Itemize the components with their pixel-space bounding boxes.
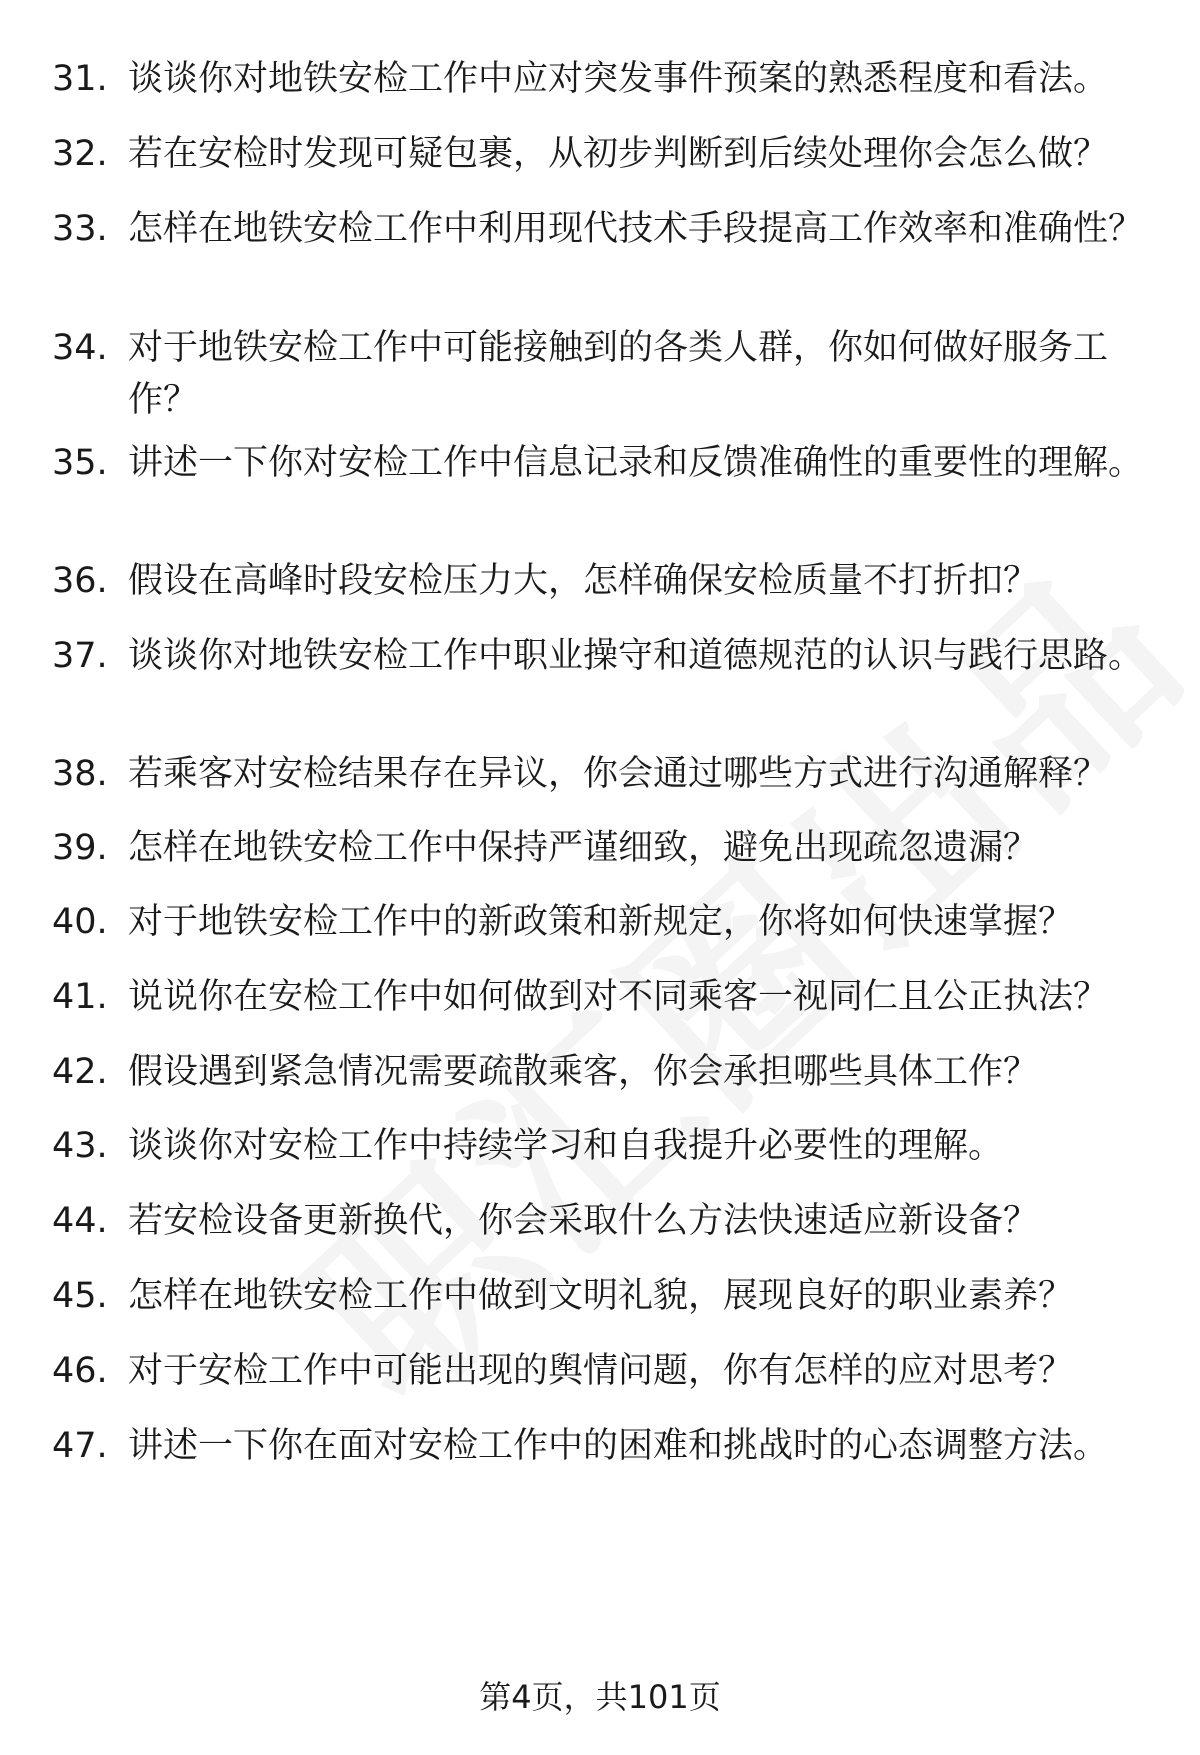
question-number: 43. [52, 1126, 108, 1166]
question-number: 36. [52, 561, 108, 601]
question-text: 假设在高峰时段安检压力大，怎样确保安检质量不打折扣？ [128, 561, 1039, 601]
question-text: 对于安检工作中可能出现的舆情问题，你有怎样的应对思考？ [128, 1351, 1074, 1391]
question-number: 45. [52, 1276, 108, 1316]
question-text: 若在安检时发现可疑包裹，从初步判断到后续处理你会怎么做？ [128, 134, 1109, 174]
question-number: 46. [52, 1351, 108, 1391]
question-text: 谈谈你对地铁安检工作中应对突发事件预案的熟悉程度和看法。 [128, 59, 1109, 99]
question-text: 怎样在地铁安检工作中保持严谨细致，避免出现疏忽遗漏？ [128, 828, 1039, 868]
question-number: 39. [52, 828, 108, 868]
question-text: 怎样在地铁安检工作中做到文明礼貌，展现良好的职业素养？ [128, 1276, 1074, 1316]
question-number: 32. [52, 134, 108, 174]
question-number: 42. [52, 1052, 108, 1092]
question-number: 33. [52, 209, 108, 249]
question-text: 讲述一下你对安检工作中信息记录和反馈准确性的重要性的理解。 [128, 443, 1144, 483]
question-number: 38. [52, 754, 108, 794]
question-text: 讲述一下你在面对安检工作中的困难和挑战时的心态调整方法。 [128, 1426, 1109, 1466]
question-text: 说说你在安检工作中如何做到对不同乘客一视同仁且公正执法？ [128, 977, 1109, 1017]
question-number: 44. [52, 1201, 108, 1241]
question-number: 40. [52, 902, 108, 942]
question-text: 对于地铁安检工作中可能接触到的各类人群，你如何做好服务工作？ [128, 328, 1109, 420]
question-text: 假设遇到紧急情况需要疏散乘客，你会承担哪些具体工作？ [128, 1052, 1039, 1092]
question-number: 35. [52, 443, 108, 483]
question-text: 谈谈你对地铁安检工作中职业操守和道德规范的认识与践行思路。 [128, 636, 1144, 676]
question-number: 41. [52, 977, 108, 1017]
question-number: 34. [52, 328, 108, 368]
question-text: 对于地铁安检工作中的新政策和新规定，你将如何快速掌握？ [128, 902, 1074, 942]
question-text: 若安检设备更新换代，你会采取什么方法快速适应新设备？ [128, 1201, 1039, 1241]
question-number: 31. [52, 59, 108, 99]
question-text: 怎样在地铁安检工作中利用现代技术手段提高工作效率和准确性？ [128, 209, 1144, 249]
question-number: 47. [52, 1426, 108, 1466]
question-number: 37. [52, 636, 108, 676]
question-text: 谈谈你对安检工作中持续学习和自我提升必要性的理解。 [128, 1126, 1004, 1166]
page-number-footer: 第4页，共101页 [479, 1678, 721, 1716]
question-text: 若乘客对安检结果存在异议，你会通过哪些方式进行沟通解释？ [128, 754, 1109, 794]
